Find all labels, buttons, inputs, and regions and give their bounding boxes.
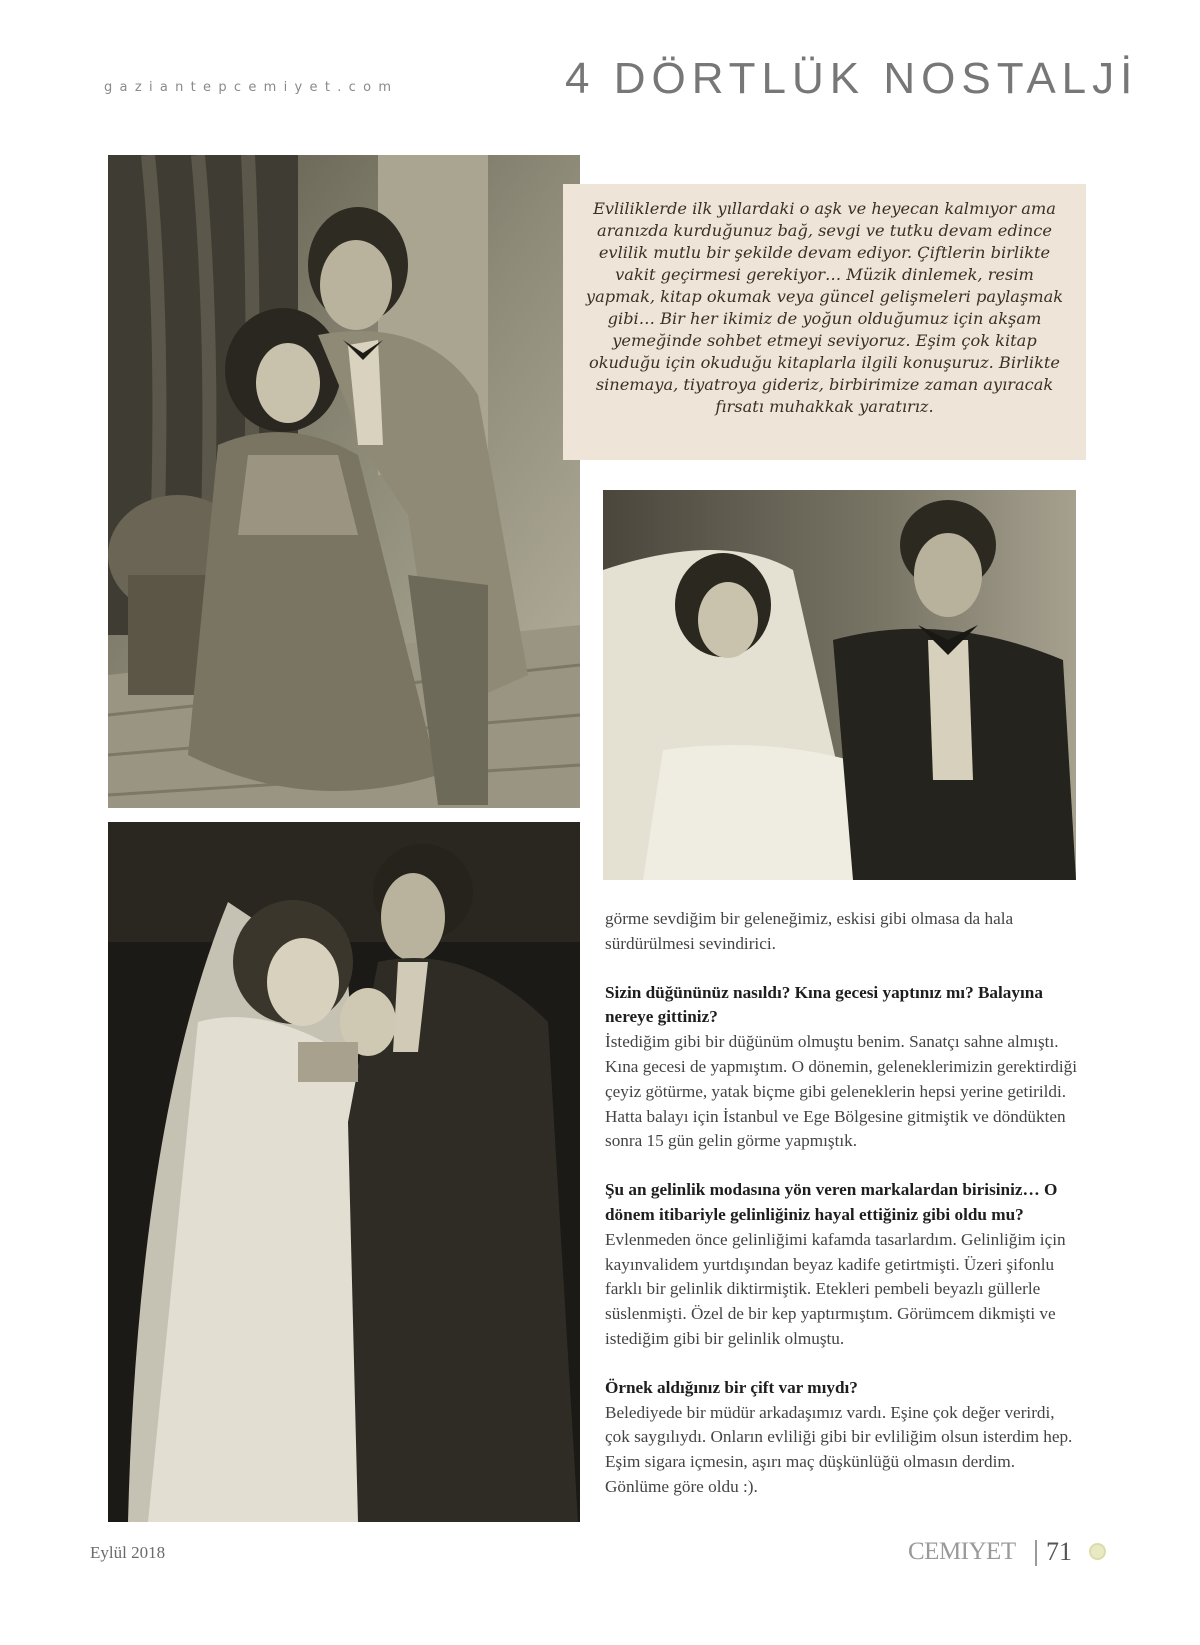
photo-bride-groom bbox=[603, 490, 1076, 880]
issue-date: Eylül 2018 bbox=[90, 1543, 166, 1562]
answer-3: Belediyede bir müdür arkadaşımız vardı. Eşine çok değer verirdi, çok saygılıydı. Onların evliliği gibi bir evliliğim olsun isterdim hep. Eşim sigara içmesin, aşırı maç düşkünlüğü olmasın derdim. Gönlüme göre oldu :). bbox=[605, 1402, 1073, 1496]
question-2: Şu an gelinlik modasına yön veren markalardan birisiniz… O dönem itibariyle gelinliğiniz hayal ettiğiniz gibi oldu mu? bbox=[605, 1180, 1058, 1224]
page-number: 71 bbox=[1046, 1537, 1072, 1566]
magazine-brand: CEMIYET bbox=[908, 1538, 1016, 1565]
site-url: gaziantepcemiyet.com bbox=[104, 80, 399, 95]
article-intro: görme sevdiğim bir geleneğimiz, eskisi gibi olmasa da hala sürdürülmesi sevindirici. bbox=[605, 909, 1014, 953]
article-body bbox=[605, 907, 1080, 1500]
answer-2: Evlenmeden önce gelinliğimi kafamda tasarlardım. Gelinliğim için kayınvalidem yurtdışından beyaz kadife getirtmişti. Üzeri şifonlu farklı bir gelinlik diktirmiştik. Etekleri pembeli beyazlı güllerle süslenmişti. Özel de bir kep yaptırmıştım. Görümcem dikmişti ve istediğim gibi bir gelinlik olmuştu. bbox=[605, 1229, 1066, 1348]
pull-quote-text: Evliliklerde ilk yıllardaki o aşk ve heyecan kalmıyor ama aranızda kurduğunuz bağ, sevgi ve tutku devam edince evlilik mutlu bir şekilde devam ediyor. Çiftlerin birlikte vakit geçirmesi gerekiyor… Müzik dinlemek, resim yapmak, kitap okumak veya güncel gelişmeleri paylaşmak gibi… Bir her ikimiz de yoğun olduğumuz için akşam yemeğinde sohbet etmeyi seviyoruz. Eşim çok kitap okuduğu için okuduğu kitaplarla ilgili konuşuruz. Birlikte sinemaya, tiyatroya gideriz, birbirimize zaman ayıracak fırsatı muhakkak yaratırız. bbox=[585, 199, 1064, 416]
footer-divider bbox=[1035, 1540, 1037, 1566]
photo-couple-dancing bbox=[108, 822, 580, 1522]
pull-quote-box bbox=[563, 184, 1086, 460]
question-3: Örnek aldığınız bir çift var mıydı? bbox=[605, 1377, 858, 1397]
page-dot-icon bbox=[1089, 1543, 1106, 1560]
answer-1: İstediğim gibi bir düğünüm olmuştu benim. Sanatçı sahne almıştı. Kına gecesi de yapmıştım. O dönemin, geleneklerimizin gerektirdiği çeyiz götürme, yatak biçme gibi geleneklerin hepsi yerine getirildi. Hatta balayı için İstanbul ve Ege Bölgesine gitmiştik ve döndükten sonra 15 gün gelin görme yapmıştık. bbox=[605, 1032, 1078, 1151]
question-1: Sizin düğününüz nasıldı? Kına gecesi yaptınız mı? Balayına nereye gittiniz? bbox=[605, 982, 1043, 1027]
photo-couple-seated bbox=[108, 155, 580, 808]
section-title: 4 DÖRTLÜK NOSTALJİ bbox=[565, 54, 1139, 103]
